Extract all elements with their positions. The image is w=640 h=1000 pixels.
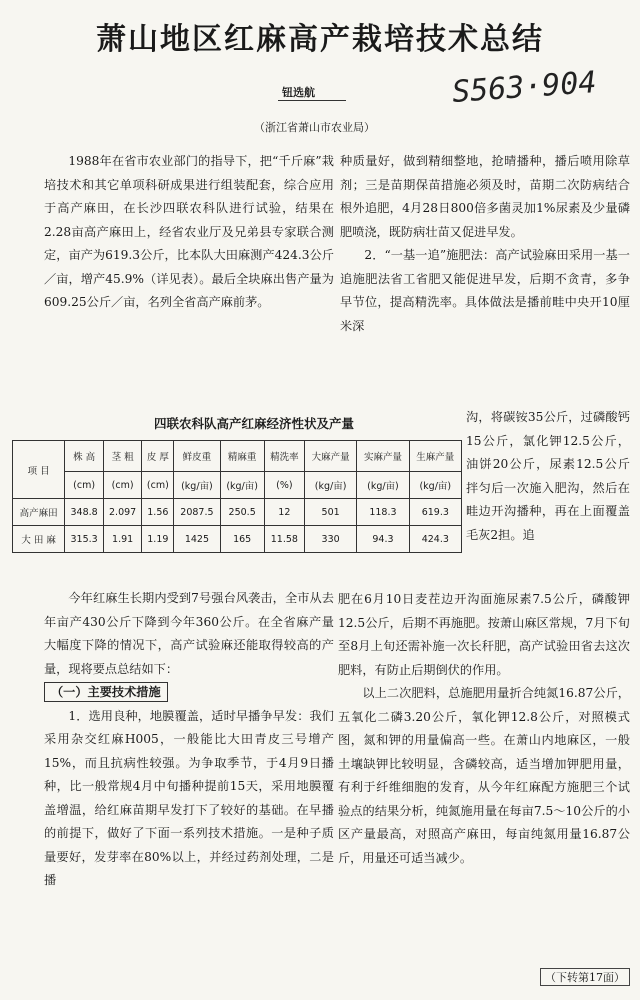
paragraph: 肥在6月10日麦茬边开沟面施尿素7.5公斤，磷酸钾12.5公斤，后期不再施肥。按萧山麻区常规，7月下旬至8月上旬还需补施一次长秆肥，高产试验田省去这次肥料，有防止后期倒伏的作用。 [338,592,630,677]
table-cell: 250.5 [220,499,264,526]
author-underline [278,100,346,101]
paragraph: 1．选用良种，地膜覆盖，适时早播争早发：我们采用杂交红麻H005，一般能比大田青皮三号增产15%，而且抗病性较强。为争取季节，于4月9日播种，比一般常规4月中旬播种提前15天，采用地膜覆盖增温，给红麻苗期早发打下了较好的基础。在早播的前提下，做好了下面一系列技术措施。一是种子质量要好，发芽率在80%以上，并经过药剂处理，二是播 [44,708,334,887]
table-header: 生麻产量 [409,441,461,472]
handwritten-code: S563·904 [450,65,598,110]
table-row-label: 大 田 麻 [13,526,65,553]
paragraph: 今年红麻生长期内受到7号强台风袭击，全市从去年亩产430公斤下降到今年360公斤。在全省麻产量大幅度下降的情况下，高产试验麻还能取得较高的产量，现将要点总结如下： [44,591,334,676]
table-unit: (kg/亩) [220,472,264,499]
table-header: 大麻产量 [304,441,356,472]
table-header: 茎 粗 [103,441,142,472]
table-cell: 2087.5 [174,499,220,526]
table-unit: (kg/亩) [174,472,220,499]
table-header: 鲜皮重 [174,441,220,472]
table-cell: 315.3 [65,526,104,553]
table-header: 精洗率 [264,441,304,472]
table-unit: (cm) [65,472,104,499]
data-table [12,440,462,553]
section-heading-wrap [44,681,334,705]
table-title: 四联农科队高产红麻经济性状及产量 [153,416,354,431]
table-cell: 11.58 [264,526,304,553]
table-item-header: 项 目 [13,441,65,499]
table-cell: 1.56 [142,499,174,526]
table-header: 实麻产量 [357,441,409,472]
table-row [13,499,462,526]
table-cell: 348.8 [65,499,104,526]
table-unit: (%) [264,472,304,499]
paragraph: 沟，将碳铵35公斤，过磷酸钙15公斤，氯化钾12.5公斤，油饼20公斤，尿素12.5公斤拌匀后一次施入肥沟，然后在畦边开沟播种，再在上面覆盖毛灰2担。追 [466,410,630,542]
table-row-label: 高产麻田 [13,499,65,526]
paragraph: 种质量好，做到精细整地，抢晴播种，播后喷用除草剂；三是苗期保苗措施必须及时，苗期二次防病结合根外追肥，4月28日800倍多菌灵加1%尿素及少量磷肥喷浇，既防病壮苗又促进早发。 [340,154,630,239]
table-cell: 330 [304,526,356,553]
table-cell: 12 [264,499,304,526]
table-unit: (cm) [103,472,142,499]
table-unit: (kg/亩) [357,472,409,499]
column-4 [338,588,630,870]
author: 钮选航 [282,86,315,99]
table-cell: 501 [304,499,356,526]
column-3 [44,587,334,893]
table-cell: 1.91 [103,526,142,553]
column-1 [44,150,334,315]
section-heading: （一）主要技术措施 [44,682,168,702]
affiliation: （浙江省萧山市农业局） [254,121,375,134]
table-cell: 118.3 [357,499,409,526]
paragraph: 1988年在省市农业部门的指导下，把“千斤麻”栽培技术和其它单项科研成果进行组装配套，综合应用于高产麻田，在长沙四联农科队进行试验，结果在2.28亩高产麻田上，经省农业厅及兄弟县专家联合测定，亩产为619.3公斤，比本队大田麻测产424.3公斤／亩，增产45.9%（详见表）。最后全块麻出售产量为609.25公斤／亩，名列全省高产麻前茅。 [44,154,334,309]
table-cell: 619.3 [409,499,461,526]
table-unit: (kg/亩) [409,472,461,499]
table-cell: 94.3 [357,526,409,553]
table-header: 皮 厚 [142,441,174,472]
table-cell: 1425 [174,526,220,553]
table-cell: 1.19 [142,526,174,553]
table-unit: (kg/亩) [304,472,356,499]
column-2 [340,150,630,338]
table-cell: 2.097 [103,499,142,526]
table-cell: 424.3 [409,526,461,553]
continued-note: （下转第17面） [540,968,630,986]
table-header: 精麻重 [220,441,264,472]
paragraph: 以上二次肥料，总施肥用量折合纯氮16.87公斤，五氧化二磷3.20公斤，氧化钾12.8公斤，对照模式图，氮和钾的用量偏高一些。在萧山内地麻区，一般土壤缺钾比较明显，含磷较高，适当增加钾肥用量，有利于纤维细胞的发育，从今年红麻配方施肥三个试验点的结果分析，纯氮施用量在每亩7.5～10公斤的小区产量最高，对照高产麻田，每亩纯氮用量16.87公斤，用量还可适当减少。 [338,686,630,865]
article-title: 萧山地区红麻高产栽培技术总结 [96,22,544,57]
table-cell: 165 [220,526,264,553]
table-header: 株 高 [65,441,104,472]
table-unit: (cm) [142,472,174,499]
table-row [13,526,462,553]
column-2-side [466,406,630,547]
paragraph: 2．“一基一追”施肥法：高产试验麻田采用一基一追施肥法省工省肥又能促进早发，后期不贪青，多争早节位，提高精洗率。具体做法是播前畦中央开10厘米深 [340,248,630,333]
